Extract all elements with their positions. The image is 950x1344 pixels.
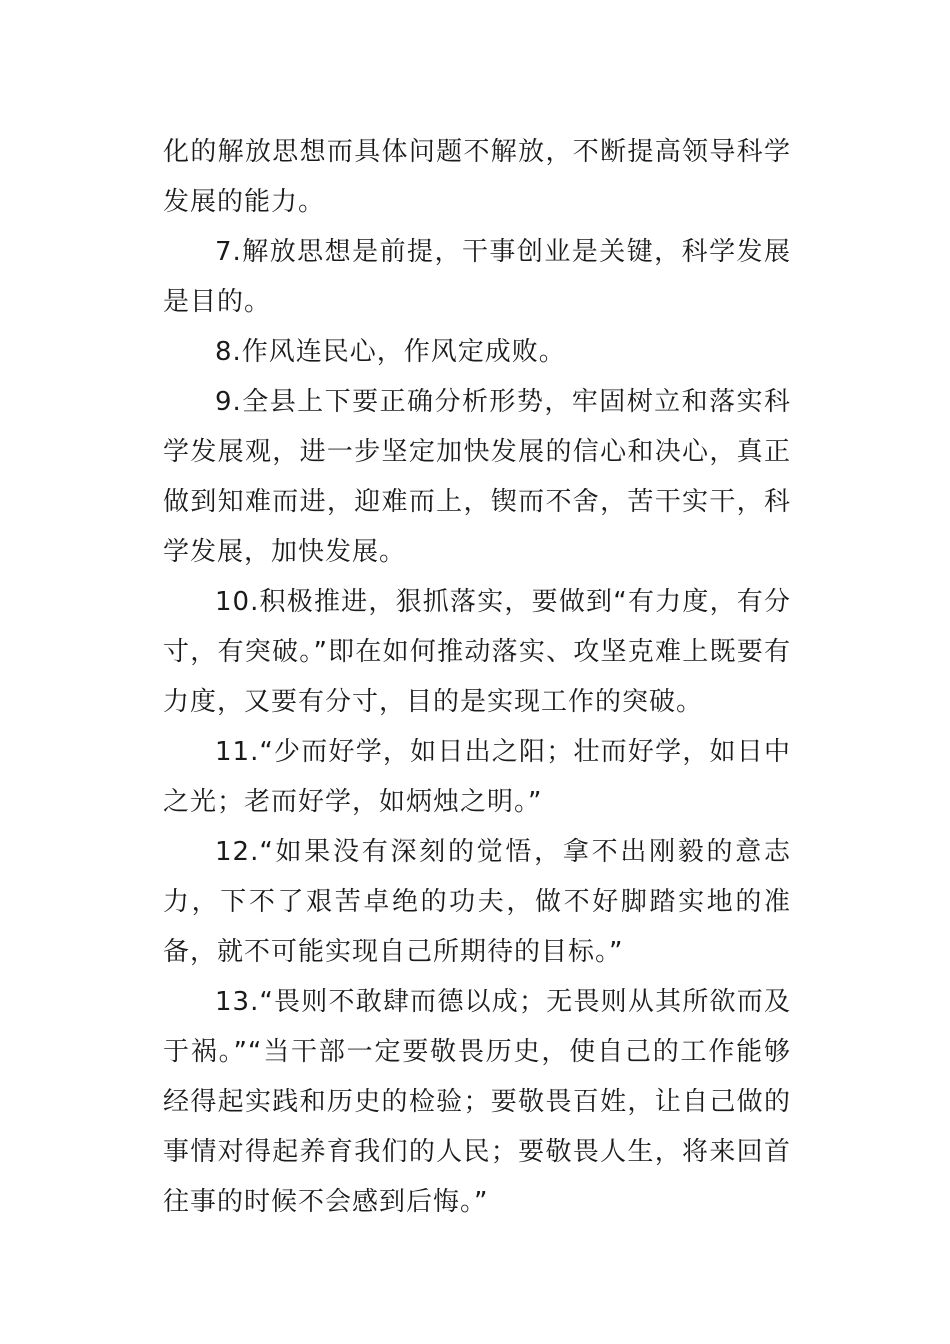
paragraph-item-11: 11.“少而好学，如日出之阳；壮而好学，如日中之光；老而好学，如炳烛之明。” xyxy=(163,737,791,817)
paragraph-item-12: 12.“如果没有深刻的觉悟，拿不出刚毅的意志力，下不了艰苦卓绝的功夫，做不好脚踏实地的准备，就不可能实现自己所期待的目标。” xyxy=(163,837,791,967)
paragraph-item-9: 9.全县上下要正确分析形势，牢固树立和落实科学发展观，进一步坚定加快发展的信心和决心，真正做到知难而进，迎难而上，锲而不舍，苦干实干，科学发展，加快发展。 xyxy=(163,387,791,567)
paragraph-continuation: 化的解放思想而具体问题不解放，不断提高领导科学发展的能力。 xyxy=(163,137,791,217)
paragraph-item-8: 8.作风连民心，作风定成败。 xyxy=(215,337,566,367)
paragraph-item-10: 10.积极推进，狠抓落实，要做到“有力度，有分寸，有突破。”即在如何推动落实、攻坚克难上既要有力度，又要有分寸，目的是实现工作的突破。 xyxy=(163,587,791,717)
paragraph-item-13: 13.“畏则不敢肆而德以成；无畏则从其所欲而及于祸。”“当干部一定要敬畏历史，使自己的工作能够经得起实践和历史的检验；要敬畏百姓，让自己做的事情对得起养育我们的人民；要敬畏人生，将来回首往事的时候不会感到后悔。” xyxy=(163,987,791,1217)
document-body xyxy=(163,127,791,1227)
paragraph-item-7: 7.解放思想是前提，干事创业是关键，科学发展是目的。 xyxy=(163,237,791,317)
